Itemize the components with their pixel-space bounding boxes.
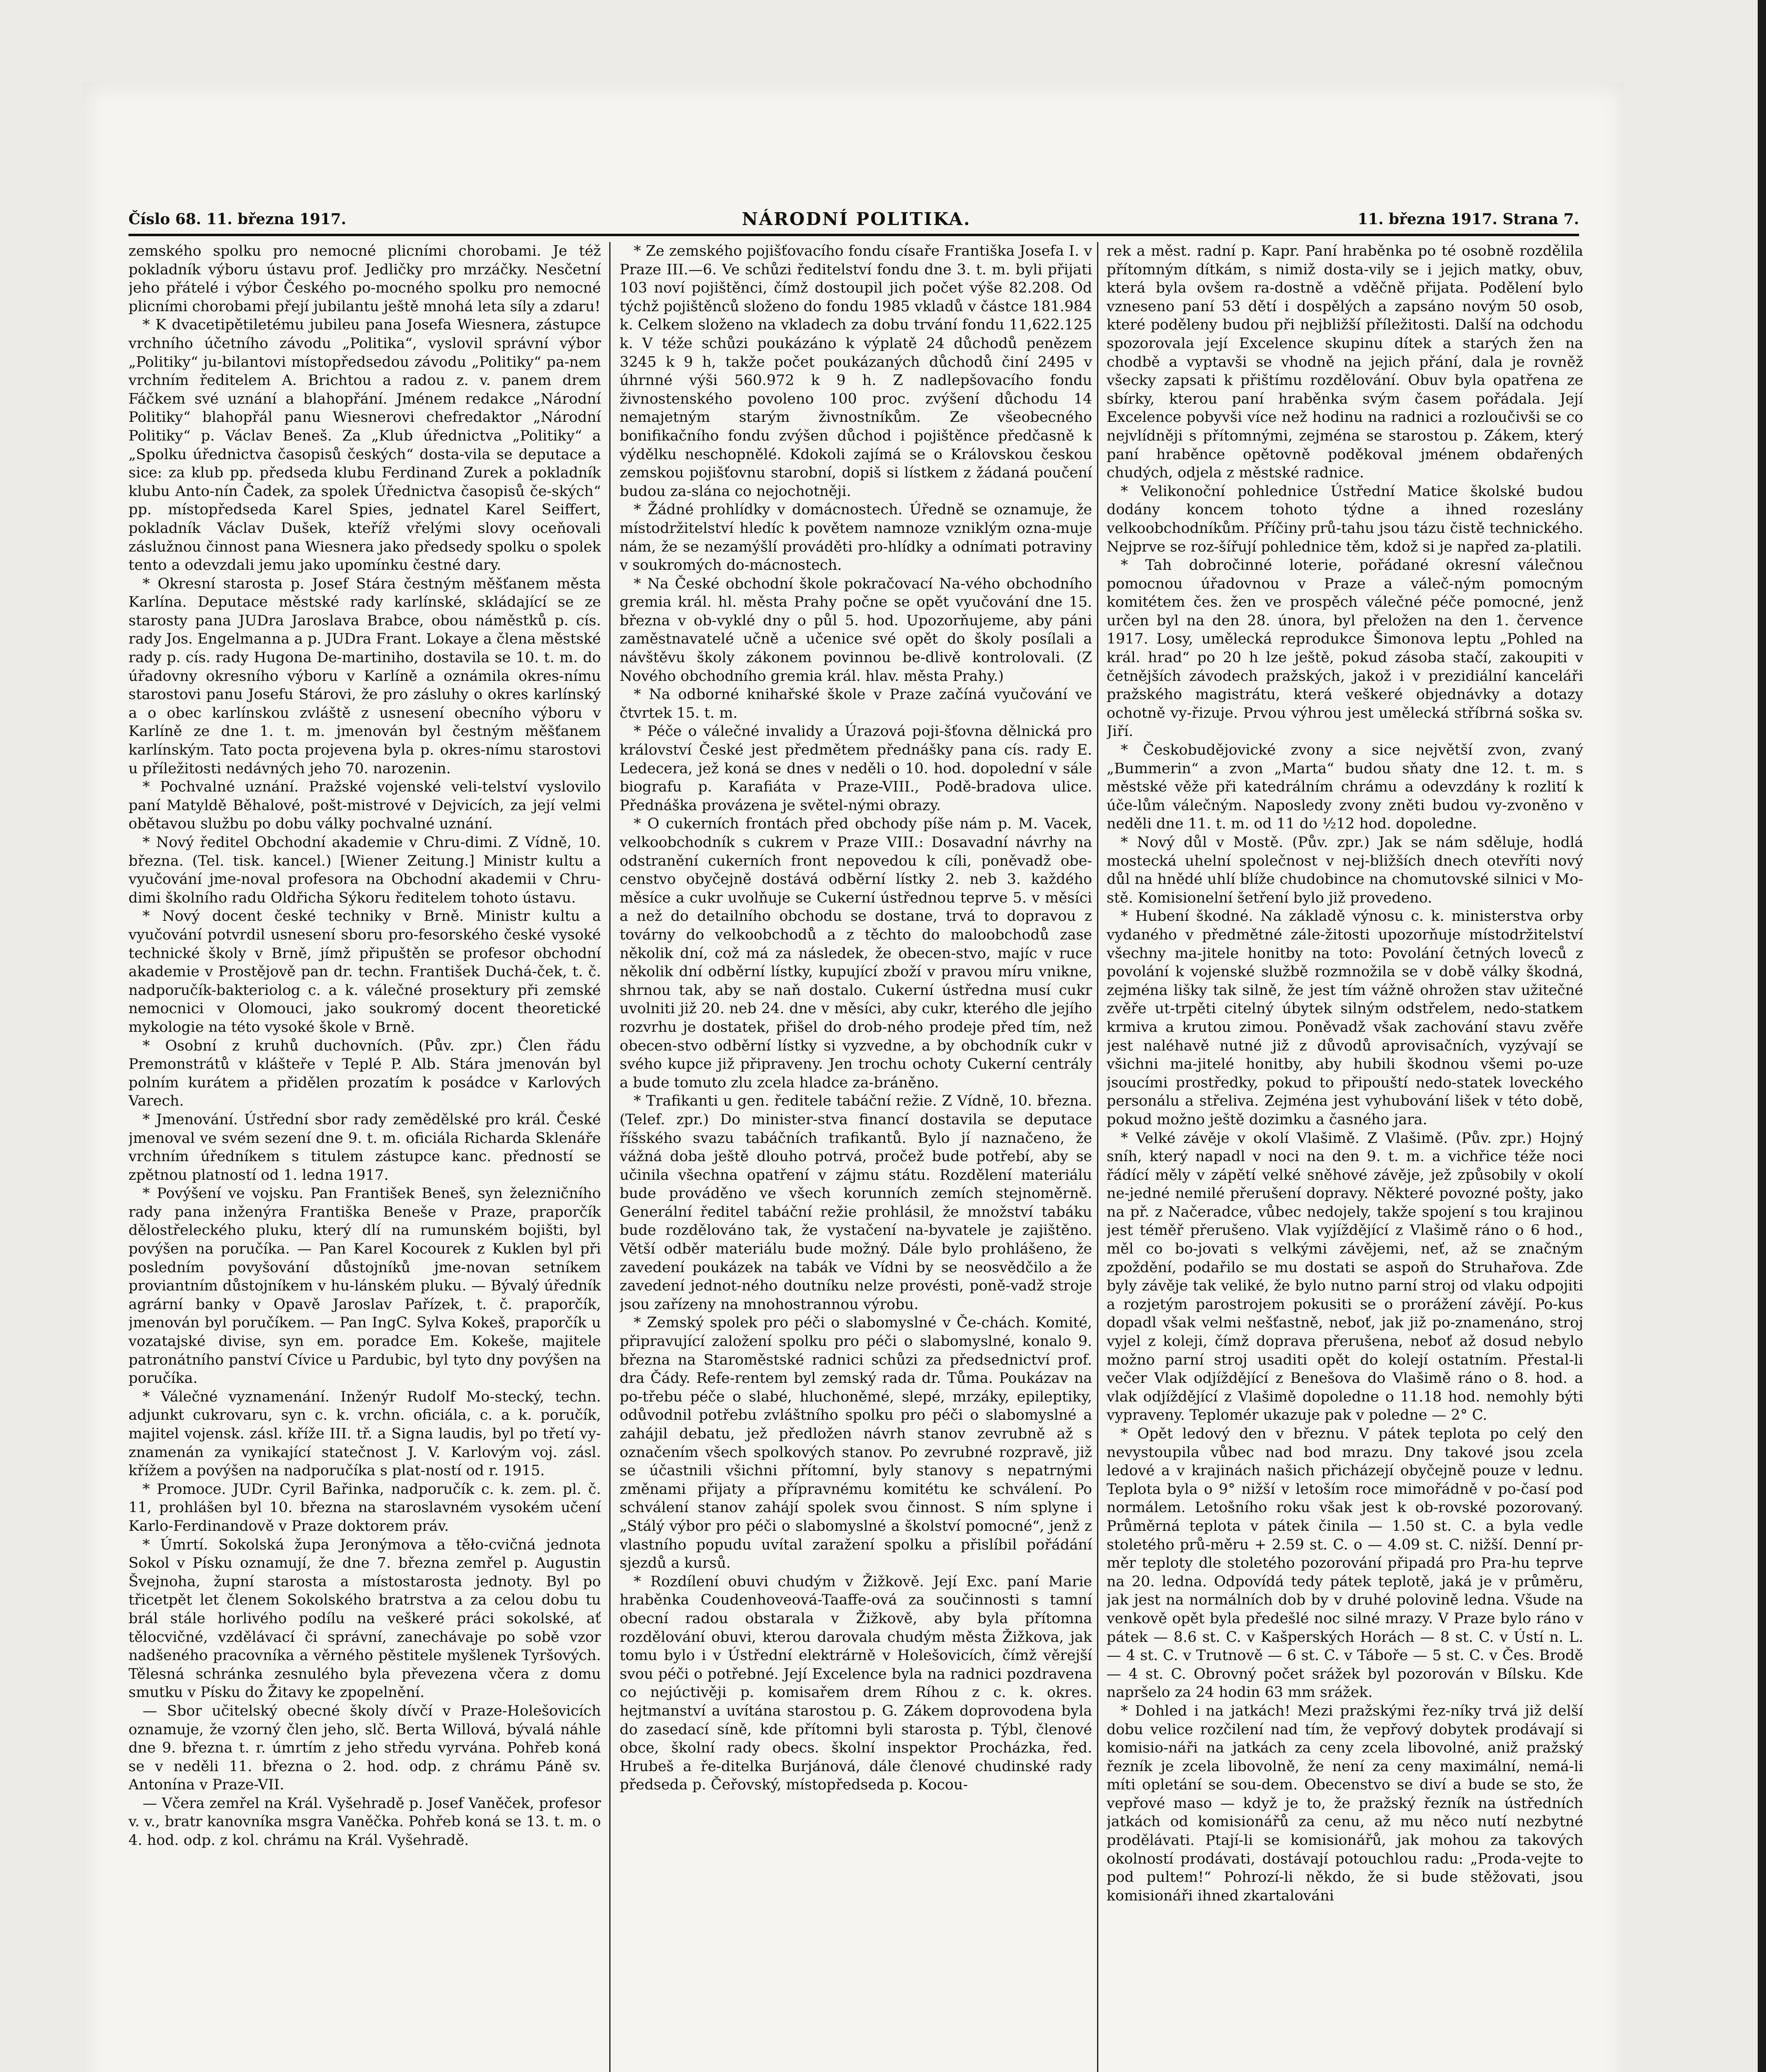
article: * Žádné prohlídky v domácnostech. Úředně se oznamuje, že místodržitelství hledíc k povětem namnoze vzniklým ozna-muje nám, že se nezamýšlí prováděti pro-hlídky a odnímati potraviny v soukromých do-mácnostech. bbox=[620, 501, 1092, 574]
article: * Opět ledový den v březnu. V pátek teplota po celý den nevystoupila vůbec nad bod mrazu. Dny takové jsou zcela ledové a v krajinách našich přicházejí obyčejně pouze v lednu. Teplota byla o 9° nižší v letoším roce mimořádně v po-časí pod normálem. Letošního roku však jest k ob-rovské pozorovaný. Průměrná teplota v pátek činila — 1.50 st. C. a byla vedle stoletého prů-měru + 2.59 st. C. o — 4.09 st. C. nižší. Denní pr-měr teploty dle stoletého pozorování připadá pro Pra-hu teprve na 20. ledna. Odpovídá tedy pátek teplotě, jaká je v průměru, jak jest na normálních dob by v druhé polovině ledna. Všude na venkově opět byla předešlé noc silné mrazy. V Praze bylo ráno v pátek — 8.6 st. C. v Kašperských Horách — 8 st. C. v Ústí n. L. — 4 st. C. v Trutnově — 6 st. C. v Táboře — 5 st. C. v Čes. Brodě — 4 st. C. Obrovný počet srážek byl pozorován v Bílsku. Kde napršelo za 24 hodin 63 mm srážek. bbox=[1107, 1426, 1583, 1701]
article: * Osobní z kruhů duchovních. (Pův. zpr.) Člen řádu Premonstrátů v klášteře v Teplé P. Alb. Stára jmenován byl polním kurátem a přidělen prozatím k posádce v Karlových Varech. bbox=[128, 1037, 601, 1110]
article: * Nový důl v Mostě. (Pův. zpr.) Jak se nám sděluje, hodlá mostecká uhelní společnost v nej-bližších dnech otevříti nový důl na hnědé uhlí blíže chudobince na chomutovské silnici v Mo-stě. Komisionelní šetření bylo již provedeno. bbox=[1107, 834, 1583, 906]
article: * Trafikanti u gen. ředitele tabáční režie. Z Vídně, 10. března. (Telef. zpr.) Do minister-stva financí dostavila se deputace říšského svazu tabáčních trafikantů. Bylo jí naznačeno, že vážná doba ještě dlouho potrvá, pročež bude potřebí, aby se učinila všechna opatření v zájmu státu. Rozdělení materiálu bude prováděno ve všech korunních zemích stejnoměrně. Generální ředitel tabáční režie prohlásil, že množství tabáku bude rozdělováno tak, že vystačení na-byvatele je zajištěno. Větší odběr materiálu bude možný. Dále bylo prohlášeno, že zavedení poukázek na tabák ve Vídni by se neosvědčilo a že zavedení jednot-ného doutníku nelze provésti, poně-vadž stroje jsou zařízeny na mnohostrannou výrobu. bbox=[620, 1093, 1092, 1313]
article: rek a měst. radní p. Kapr. Paní hraběnka po té osobně rozdělila přítomným dítkám, s nimiž dosta-vily se i jejich matky, obuv, která byla ovšem ra-dostně a vděčně přijata. Podělení bylo vzneseno paní 53 dětí i dospělých a zapsáno novým 50 osob, které poděleny budou při nejbližší příležitosti. Další na odchodu spozorovala její Excelence skupinu dítek a starých žen na chodbě a vyptavši se vhodně na jejich přání, dala je rovněž všecky zapsati k přištímu rozdělování. Obuv byla opatřena ze sbírky, kterou paní hraběnka svým časem pořádala. Její Excelence pobyvši více než hodinu na radnici a rozloučivši se co nejvlídněji s přítomnými, zejména se starostou p. Zákem, který paní hraběnce opětovně poděkoval jménem obdařených chudých, odjela z městské radnice. bbox=[1107, 243, 1583, 482]
article: * K dvacetipětiletému jubileu pana Josefa Wiesnera, zástupce vrchního účetního závodu „Politika“, vyslovil správní výbor „Politiky“ ju-bilantovi místopředsedou závodu „Politiky“ pa-nem vrchním ředitelem A. Brichtou a radou z. v. panem drem Fáčkem své uznání a blahopřání. Jménem redakce „Národní Politiky“ blahopřál panu Wiesnerovi chefredaktor „Národní Politiky“ p. Václav Beneš. Za „Klub úřednictva „Politiky“ a „Spolku úřednictva časopisů českých“ dosta-vila se deputace a sice: za klub pp. předseda klubu Ferdinand Zurek a pokladník klubu Anto-nín Čadek, za spolek Úřednictva časopisů če-ských“ pp. místopředseda Karel Spies, jednatel Karel Seiffert, pokladník Václav Dušek, kteříž vřelými slovy oceňovali záslužnou činnost pana Wiesnera jako předsedy spolku o spolek tento a odevzdali jemu jako upomínku čestné dary. bbox=[128, 317, 601, 574]
article: zemského spolku pro nemocné plicními chorobami. Je též pokladník výboru ústavu prof. Jedličky pro mrzáčky. Nesčetní jeho přátelé i výbor Českého po-mocného spolku pro nemocné plicními chorobami přejí jubilantu ještě mnohá leta síly a zdaru! bbox=[128, 243, 601, 315]
page-header bbox=[128, 207, 1579, 236]
article: * Promoce. JUDr. Cyril Bařinka, nadporučík c. k. zem. pl. č. 11, prohlášen byl 10. března na staroslavném vysokém učení Karlo-Ferdinandově v Praze doktorem práv. bbox=[128, 1481, 601, 1535]
article: * Na České obchodní škole pokračovací Na-vého obchodního gremia král. hl. města Prahy počne se opět vyučování dne 15. března v ob-vyklé dny o půl 5. hod. Upozorňujeme, aby páni zaměstnavatelé učně a učenice své opět do školy posílali a návštěvu školy zákonem povinnou be-dlivě kontrolovali. (Z Nového obchodního gremia král. hlav. města Prahy.) bbox=[620, 575, 1092, 685]
article: * Povýšení ve vojsku. Pan František Beneš, syn železničního rady pana inženýra Františka Beneše v Praze, praporčík dělostřeleckého pluku, který dlí na rumunském bojišti, byl povýšen na poručíka. — Pan Karel Kocourek z Kuklen byl při posledním povyšování důstojníků jme-novan setníkem proviantním důstojníkem v hu-lánském pluku. — Bývalý úředník agrární banky v Opavě Jaroslav Pařízek, t. č. praporčík, jmenován byl poručíkem. — Pan IngC. Sylva Kokeš, praporčík u vozatajské divise, syn em. poradce Em. Kokeše, majitele patronátního panství Cívice u Pardubic, byl tyto dny povýšen na poručíka. bbox=[128, 1185, 601, 1387]
column-divider bbox=[609, 242, 610, 2072]
article: * Tah dobročinné loterie, pořádané okresní válečnou pomocnou úřadovnou v Praze a váleč-ným pomocným komitétem čes. žen ve prospěch válečné péče pomocné, jenž určen byl na den 28. února, byl přeložen na den 1. července 1917. Losy, umělecká reprodukce Šimonova leptu „Pohled na král. hrad“ po 20 h lze ještě, pokud zásoba stačí, zakoupiti v četnějších závodech pražských, jakož i v prezidiální kanceláři pražského magistrátu, která veškeré objednávky a dotazy ochotně vy-řizuje. Prvou výhrou jest umělecká stříbrná soška sv. Jiří. bbox=[1107, 557, 1583, 740]
article: * Okresní starosta p. Josef Stára čestným měšťanem města Karlína. Deputace městské rady karlínské, skládající se ze starosty pana JUDra Jaroslava Brabce, obou náměstků p. cís. rady Jos. Engelmanna a p. JUDra Frant. Lokaye a člena městské rady p. cís. rady Hugona De-martiniho, dostavila se 10. t. m. do úřadovny okresního výboru v Karlíně a oznámila okres-nímu starostovi panu Josefu Stárovi, že pro zásluhy o okres karlínský a o obec karlínskou zvláště z usnesení obecního výboru v Karlíně ze dne 1. t. m. jmenován byl čestným měšťanem karlínským. Tato pocta projevena byla p. okres-nímu starostovi u příležitosti nedávných jeho 70. narozenin. bbox=[128, 575, 601, 777]
article: * Na odborné knihařské škole v Praze začíná vyučování ve čtvrtek 15. t. m. bbox=[620, 686, 1092, 721]
column-3 bbox=[1107, 242, 1583, 2072]
newspaper-page bbox=[83, 83, 1625, 2072]
article: * O cukerních frontách před obchody píše nám p. M. Vacek, velkoobchodník s cukrem v Praze VIII.: Dosavadní návrhy na odstranění cukerních front nepovedou k cíli, poněvadž obe-censtvo obyčejně dostává odběrní lístky 2. neb 3. každého měsíce a cukr uvolňuje se Cukerní ústřednou teprve 5. v měsíci a než do detailního obchodu se dostane, trvá to dopravou z továrny do velkoobchodů a z těchto do maloobchodů zase několik dní, což má za následek, že obecen-stvo, majíc v ruce několik dní odběrní lístky, kupující zboží v pravou míru vnikne, shrnou tak, aby se naň dostalo. Cukerní ústředna musí cukr uvolniti již 20. neb 24. dne v měsíci, aby cukr, kterého dle jejího rozvrhu je dostatek, přišel do drob-ného prodeje před tím, než obecen-stvo odběrní lístky si vyzvedne, a by obchodník cukr v svého kupce již připraveny. Jen trochu ochoty Cukerní centrály a bude tomuto zlu zcela hladce za-bráněno. bbox=[620, 816, 1092, 1091]
scan-edge bbox=[1758, 0, 1766, 2072]
column-divider bbox=[1097, 242, 1098, 2072]
article: * Péče o válečné invalidy a Úrazová poji-šťovna dělnická pro království České jest předmětem přednášky pana cís. rady E. Ledecera, jež koná se dnes v neděli o 10. hod. dopolední v sále biografu p. Karafiáta v Praze-VIII., Podě-bradova ulice. Přednáška provázena je světel-nými obrazy. bbox=[620, 723, 1092, 814]
article: * Dohled i na jatkách! Mezi pražskými řez-níky trvá již delší dobu velice rozčilení nad tím, že vepřový dobytek prodávají si komisio-náři na jatkách za ceny zcela libovolné, aniž pražský řezník je zcela libovolně, že není za ceny maximální, nemá-li míti opletání se sou-dem. Obecenstvo se diví a bude se sto, že vepřové maso — když je to, že pražský řezník na ústředních jatkách od komisionářů za cenu, až mu něco nutí nezbytné prodělávati. Ptají-li se komisionářů, jak mohou za takových okolností prodávati, dostávají potouchlou radu: „Proda-vejte to pod pultem!“ Pohrozí-li někdo, že si bude stěžovati, jsou komisionáři ihned zkartalováni bbox=[1107, 1702, 1583, 1904]
article: * Válečné vyznamenání. Inženýr Rudolf Mo-stecký, techn. adjunkt cukrovaru, syn c. k. vrchn. oficiála, c. a k. poručík, majitel vojensk. zásl. kříže III. tř. a Signa laudis, byl po třetí vy-znamenán za vynikající statečnost J. V. Karlovým voj. zásl. křížem a povýšen na nadporučíka s plat-ností od r. 1915. bbox=[128, 1388, 601, 1479]
header-issue-date: Číslo 68. 11. března 1917. bbox=[128, 211, 346, 228]
article: * Nový docent české techniky v Brně. Ministr kultu a vyučování potvrdil usnesení sboru pro-fesorského české vysoké technické školy v Brně, jímž připuštěn se profesor obchodní akademie v Prostějově pan dr. techn. František Duchá-ček, t. č. nadporučík-bakteriolog c. a k. válečné prosektury při zemské nemocnici v Olomouci, jako soukromý docent theoretické mykologie na této vysoké škole v Brně. bbox=[128, 908, 601, 1036]
article: * Jmenování. Ústřední sbor rady zemědělské pro král. České jmenoval ve svém sezení dne 9. t. m. oficiála Richarda Sklenáře vrchním úředníkem s titulem zástupce kanc. předností se zpětnou platností od 1. ledna 1917. bbox=[128, 1111, 601, 1184]
masthead-title: NÁRODNÍ POLITIKA. bbox=[742, 209, 971, 229]
article: * Českobudějovické zvony a sice největší zvon, zvaný „Bummerin“ a zvon „Marta“ budou sňaty dne 12. t. m. s městské věže při katedrálním chrámu a odevzdány k rozlití k úče-lům válečným. Naposledy zvony zněti budou vy-zvoněno v neděli dne 11. t. m. od 11 do ½12 hod. dopoledne. bbox=[1107, 742, 1583, 833]
article: * Ze zemského pojišťovacího fondu císaře Františka Josefa I. v Praze III.—6. Ve schůzi ředitelství fondu dne 3. t. m. byli přijati 103 noví pojištěnci, čímž dostoupil jich počet výše 82.208. Od týchž pojištěnců složeno do fondu 1985 vkladů v částce 181.984 k. Celkem složeno na vkladech za dobu trvání fondu 11,622.125 k. V téže schůzi poukázáno k výplatě 24 důchodů penězem 3245 k 9 h, takže počet poukázaných důchodů činí 2495 v úhrnné výši 560.972 k 9 h. Z nadlepšovacího fondu živnostenského povoleno 100 proc. zvýšení důchodu 14 nemajetným starým živnostníkům. Ze všeobecného bonifikačního fondu zvýšen důchod i pojištěnce předčasně k výdělku neschopnělé. Kdokoli zajímá se o Královskou českou zemskou pojišťovnu starobní, dopiš si lístkem z žádaná poučení budou za-slána co nejochotněji. bbox=[620, 243, 1092, 500]
article: * Velké závěje v okolí Vlašimě. Z Vlašimě. (Pův. zpr.) Hojný sníh, který napadl v noci na den 9. t. m. a vichřice téže noci řádící měly v zápětí velké sněhové závěje, jež způsobily v okolí ne-jedné nemilé přerušení dopravy. Některé povozné pošty, jako na př. z Načeradce, vůbec nedojely, takže spojení s tou krajinou jest téměř přerušeno. Vlak vyjíždějící z Vlašimě ráno o 6 hod., měl co bo-jovati s velkými závějemi, neť, až se značným zpoždění, podařilo se mu dostati se aspoň do Struhařova. Zde byly závěje tak veliké, že bylo nutno parní stroj od vlaku odpojiti a rozjetým parostrojem pokusiti se o prorážení závějí. Po-kus dopadl však velmi nešťastně, neboť, jak již po-znamenáno, stroj vyjel z koleji, čímž doprava přerušena, neboť až dosud nebylo možno parní stroj usaditi opět do kolejí ostatním. Přestal-li večer Vlak odjíždějící z Benešova do Vlašimě ráno o 8. hod. a vlak odjíždějící z Vlašimě dopoledne o 11.18 hod. nemohly býti vypraveny. Teplomér ukazuje pak v poledne — 2° C. bbox=[1107, 1130, 1583, 1424]
column-2 bbox=[620, 242, 1092, 2072]
article: * Pochvalné uznání. Pražské vojenské veli-telství vyslovilo paní Matyldě Běhalové, pošt-mistrové v Dejvicích, za její velmi obětavou službu po dobu války pochvalné uznání. bbox=[128, 779, 601, 833]
article: * Nový ředitel Obchodní akademie v Chru-dimi. Z Vídně, 10. března. (Tel. tisk. kancel.) [Wiener Zeitung.] Ministr kultu a vyučování jme-noval profesora na Obchodní akademii v Chru-dimi školního radu Oldřicha Sýkoru ředitelem tohoto ústavu. bbox=[128, 834, 601, 906]
article: * Úmrtí. Sokolská župa Jeronýmova a těło-cvičná jednota Sokol v Písku oznamují, že dne 7. března zemřel p. Augustin Švejnoha, župní starosta a místostarosta jednoty. Byl po třicetpět let členem Sokolského bratrstva a za celou dobu tu brál stále horlivého podílu na veškeré práci sokolské, ať tělocvičné, vzdělávací či správní, zanechávaje po sobě vzor nadšeného pracovníka a věrného pěstitele myšlenek Tyršových. Tělesná schránka zesnulého byla převezena včera z domu smutku v Písku do Žitavy ke zpopelnění. bbox=[128, 1536, 601, 1701]
article: — Sbor učitelský obecné školy dívčí v Praze-Holešovicích oznamuje, že vzorný člen jeho, slč. Berta Willová, bývalá náhle dne 9. března t. r. úmrtím z jeho středu vyrvána. Pohřeb koná se v neděli 11. března o 2. hod. odp. z chrámu Páně sv. Antonína v Praze-VII. bbox=[128, 1702, 601, 1794]
column-1 bbox=[128, 242, 601, 2072]
header-date-page: 11. března 1917. Strana 7. bbox=[1357, 211, 1579, 228]
article: * Zemský spolek pro péči o slabomyslné v Če-chách. Komité, připravující založení spolku pro péči o slabomyslné, konalo 9. března na Staroměstské radnici schůzi za předsednictví prof. dra Čády. Refe-rentem byl zemský rada dr. Tůma. Poukázav na po-třebu péče o slabé, hluchoněmé, slepé, mrzáky, epileptiky, odůvodnil potřebu zvláštního spolku pro péči o slabomyslné a zahájil debatu, jež předložen návrh stanov zevrubně až s označením všech spolkových stanov. Po zevrubné rozpravě, již se účastnili všichni přítomní, byly stanovy s nepatrnými změnami přijaty a přípravnému komitétu ke schválení. Po schválení stanov zahájí spolek svou činnost. S ním splyne i „Stálý výbor pro péči o slabomyslné a školství pomocné“, jenž z vlastního popudu uvítal zaražení spolku a přislíbil pořádání sjezdů a kursů. bbox=[620, 1314, 1092, 1572]
article: — Včera zemřel na Král. Vyšehradě p. Josef Vaněček, profesor v. v., bratr kanovníka msgra Vaněčka. Pohřeb koná se 13. t. m. o 4. hod. odp. z kol. chrámu na Král. Vyšehradě. bbox=[128, 1795, 601, 1849]
article: * Velikonoční pohlednice Ústřední Matice školské budou dodány koncem tohoto týdne a ihned rozeslány velkoobchodníkům. Příčiny prů-tahu jsou tázu čistě technického. Nejprve se roz-šířují pohlednice těm, kdož si je napřed za-platili. bbox=[1107, 483, 1583, 555]
article: * Rozdílení obuvi chudým v Žižkově. Její Exc. paní Marie hraběnka Coudenhoveová-Taaffe-ová za součinnosti s tamní obecní radou obstarala v Žižkově, aby byla přítomna rozdělování obuvi, kterou darovala chudým města Žižkova, jak tomu bylo i v Ústřední elektrárně v Holešovicích, čímž věrejší svou péči o potřebné. Její Excelence byla na radnici pozdravena co nejúctivěji p. komisařem drem Ríhou z c. k. okres. hejtmanství a uvítána starostou p. G. Zákem doprovodena byla do zasedací síně, kde přítomni byli starosta p. Týbl, členové obce, školní rady obecs. školní inspektor Procházka, řed. Hrubeš a ře-ditelka Burjánová, dále členové chudinské rady předseda p. Čeřovský, místopředseda p. Kocou- bbox=[620, 1573, 1092, 1794]
article: * Hubení škodné. Na základě výnosu c. k. ministerstva orby vydaného v předmětné zále-žitosti upozorňuje místodržitelství všechny ma-jitele honitby na toto: Povolání četných loveců z povolání k vojenské službě rozmnožila se v době války škodná, zejména lišky tak silně, že jest tím vážně ohrožen stav užitečné zvěře ut-trpěti citelný úbytek silným odstřelem, nedo-statkem krmiva a krutou zimou. Poněvadž však zachování stavu zvěře jest naléhavě nutné již z důvodů aprovisačních, vyzývají se všichni ma-jitelé honitby, aby hubili škodnou všemi po-uze jsoucími prostředky, pokud to připouští nedo-statek loveckého personálu a střeliva. Zejména jest vyhubování lišek v této době, pokud možno ještě dozimku a časného jara. bbox=[1107, 908, 1583, 1128]
